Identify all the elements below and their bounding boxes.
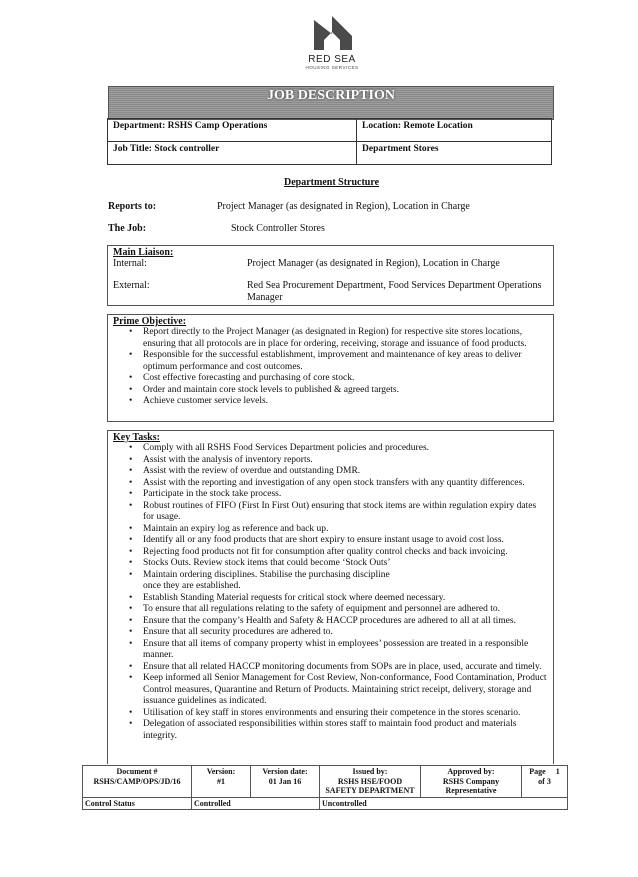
list-item: • Achieve customer service levels. bbox=[108, 396, 549, 408]
job-title-cell: Job Title: Stock controller bbox=[108, 142, 357, 165]
list-item: • Report directly to the Project Manager (as designated in Region) for respective site stores locations, ensuring that all protocols are in place for ordering, receiving, storage and issuance of food products. bbox=[108, 327, 549, 350]
approved-by-value-1: RSHS Company bbox=[442, 776, 500, 786]
approved-by-label: Approved by: bbox=[447, 767, 495, 776]
list-item: • Participate in the stock take process. bbox=[108, 489, 549, 501]
issued-by-label: Issued by: bbox=[352, 767, 388, 776]
prime-objective-list bbox=[108, 327, 553, 408]
department-stores-cell: Department Stores bbox=[357, 142, 552, 165]
list-item: • Stocks Outs. Review stock items that could become ‘Stock Outs’ bbox=[108, 558, 549, 570]
location-cell: Location: Remote Location bbox=[357, 119, 552, 142]
the-job-label: The Job: bbox=[108, 223, 147, 234]
list-item: • Keep informed all Senior Management for Cost Review, Non-conformance, Food Contamination, Product Control measures, Quarantine and Return of Products. Maintaining strict receipt, delivery, storage and issuance guidelines as indicated. bbox=[108, 673, 549, 708]
list-item: • Rejecting food products not fit for consumption after quality control checks and back invoicing. bbox=[108, 547, 549, 559]
department-cell: Department: RSHS Camp Operations bbox=[108, 119, 357, 142]
page-number: 1 bbox=[555, 767, 560, 776]
internal-label: Internal: bbox=[113, 258, 147, 269]
list-item: • Maintain an expiry log as reference and back up. bbox=[108, 524, 549, 536]
list-item: • Comply with all RSHS Food Services Department policies and procedures. bbox=[108, 443, 549, 455]
issued-by-value-2: SAFETY DEPARTMENT bbox=[325, 786, 415, 795]
job-description-banner bbox=[108, 86, 554, 120]
department-structure-heading: Department Structure bbox=[284, 177, 380, 188]
page-label: Page bbox=[529, 767, 546, 776]
issued-by-value-1: RSHS HSE/FOOD bbox=[337, 776, 403, 786]
document-control-footer bbox=[82, 765, 568, 810]
list-item: • Cost effective forecasting and purchasing of core stock. bbox=[108, 373, 549, 385]
list-item: • Maintain ordering disciplines. Stabilise the purchasing discipline once they are established. bbox=[108, 570, 549, 593]
key-tasks-list bbox=[108, 443, 553, 742]
external-value-line-2: Manager bbox=[247, 292, 283, 303]
list-item: • Ensure that the company’s Health and Safety & HACCP procedures are adhered to all at all times. bbox=[108, 616, 549, 628]
list-item: • Robust routines of FIFO (First In First Out) ensuring that stock items are within regulation expiry dates for usage. bbox=[108, 501, 549, 524]
controlled-label: Controlled bbox=[192, 797, 320, 810]
internal-value: Project Manager (as designated in Region), Location in Charge bbox=[247, 258, 500, 269]
uncontrolled-label: Uncontrolled bbox=[320, 797, 568, 810]
list-item: • Establish Standing Material requests for critical stock where deemed necessary. bbox=[108, 593, 549, 605]
list-item: • Assist with the review of overdue and outstanding DMR. bbox=[108, 466, 549, 478]
external-value-line-1: Red Sea Procurement Department, Food Services Department Operations bbox=[247, 280, 542, 291]
reports-to-value: Project Manager (as designated in Region), Location in Charge bbox=[217, 201, 470, 212]
control-status-label: Control Status bbox=[83, 797, 192, 810]
job-info-table bbox=[107, 118, 552, 165]
document-number-value: RSHS/CAMP/OPS/JD/16 bbox=[93, 776, 181, 786]
version-value: #1 bbox=[217, 776, 225, 786]
main-liaison-title: Main Liaison: bbox=[113, 247, 174, 258]
key-tasks-box bbox=[107, 430, 554, 764]
external-label: External: bbox=[113, 280, 150, 291]
document-number-label: Document # bbox=[116, 767, 158, 776]
list-item: • Utilisation of key staff in stores environments and ensuring their competence in the stores scenario. bbox=[108, 708, 549, 720]
list-item: • Ensure that all related HACCP monitoring documents from SOPs are in place, used, accurate and timely. bbox=[108, 662, 549, 674]
the-job-value: Stock Controller Stores bbox=[231, 223, 325, 234]
logo-subtitle: HOUSING SERVICES bbox=[305, 65, 359, 70]
list-item: • Ensure that all security procedures are adhered to. bbox=[108, 627, 549, 639]
key-tasks-title: Key Tasks: bbox=[113, 432, 160, 443]
page-of: of 3 bbox=[538, 776, 551, 786]
list-item: • Delegation of associated responsibilities within stores staff to maintain food product and materials integrity. bbox=[108, 719, 549, 742]
prime-objective-title: Prime Objective: bbox=[113, 316, 187, 327]
company-logo bbox=[302, 14, 362, 70]
approved-by-value-2: Representative bbox=[445, 786, 497, 795]
version-label: Version: bbox=[206, 767, 236, 776]
main-liaison-box bbox=[107, 245, 554, 306]
list-item: • Order and maintain core stock levels to published & agreed targets. bbox=[108, 385, 549, 397]
prime-objective-box bbox=[107, 314, 554, 422]
list-item: • Assist with the reporting and investigation of any open stock transfers with any quantity differences. bbox=[108, 478, 549, 490]
list-item: • Responsible for the successful establishment, improvement and maintenance of key areas to deliver optimum performance and cost outcomes. bbox=[108, 350, 549, 373]
list-item: • To ensure that all regulations relating to the safety of equipment and personnel are adhered to. bbox=[108, 604, 549, 616]
version-date-value: 01 Jan 16 bbox=[268, 776, 302, 786]
list-item: • Assist with the analysis of inventory reports. bbox=[108, 455, 549, 467]
version-date-label: Version date: bbox=[262, 767, 308, 776]
logo-name: RED SEA bbox=[308, 54, 356, 65]
red-sea-logo-icon bbox=[310, 14, 354, 52]
list-item: • Identify all or any food products that are short expiry to ensure instant usage to avoid cost loss. bbox=[108, 535, 549, 547]
banner-title: JOB DESCRIPTION bbox=[267, 88, 395, 103]
list-item: • Ensure that all items of company property whist in employees’ possession are treated in a responsible manner. bbox=[108, 639, 549, 662]
reports-to-label: Reports to: bbox=[108, 201, 157, 212]
